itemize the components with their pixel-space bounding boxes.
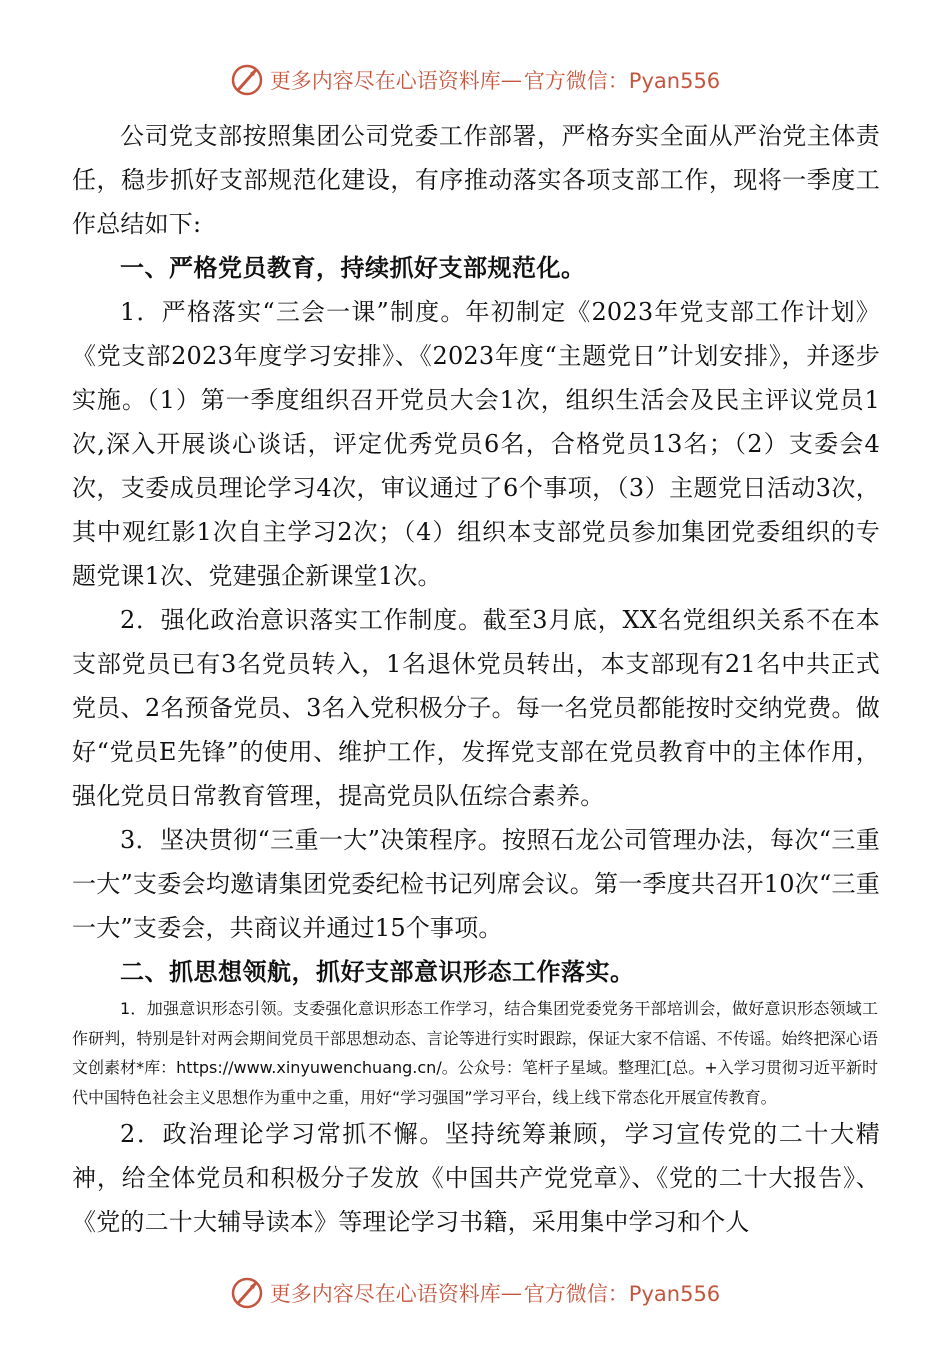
paragraph-2-2: 2．政治理论学习常抓不懈。坚持统筹兼顾，学习宣传党的二十大精神，给全体党员和积极分子发放《中国共产党党章》、《党的二十大报告》、《党的二十大辅导读本》等理论学习书籍，采用集中学习和个人 <box>72 1120 880 1236</box>
document-body <box>72 114 880 1244</box>
banner-text: 更多内容尽在心语资料库 <box>269 1282 501 1306</box>
banner-dash: — <box>500 1281 522 1305</box>
banner-dash: — <box>500 68 522 92</box>
section-heading-1: 一、严格党员教育，持续抓好支部规范化。 <box>120 253 586 282</box>
banner-wechat: 官方微信：Pyan556 <box>523 69 721 93</box>
intro-paragraph: 公司党支部按照集团公司党委工作部署，严格夯实全面从严治党主体责任，稳步抓好支部规范化建设，有序推动落实各项支部工作，现将一季度工作总结如下: <box>72 122 880 238</box>
footer-banner <box>0 1273 950 1313</box>
paragraph-2-1: 1．加强意识形态引领。支委强化意识形态工作学习，结合集团党委党务干部培训会，做好意识形态领域工作研判，特别是针对两会期间党员干部思想动态、言论等进行实时跟踪，保证大家不信谣、不传谣。始终把深心语文创素材*库：https://www.xinyuwenchuang.cn/。公众号：笔杆子星域。整理汇[总。+入学习贯彻习近平新时代中国特色社会主义思想作为重中之重，用好“学习强国”学习平台，线上线下常态化开展宣传教育。 <box>72 999 878 1107</box>
header-banner <box>0 60 950 100</box>
banner-text: 更多内容尽在心语资料库 <box>269 69 501 93</box>
pen-logo-icon <box>230 63 264 97</box>
banner-wechat: 官方微信：Pyan556 <box>523 1282 721 1306</box>
paragraph-1-1: 1．严格落实“三会一课”制度。年初制定《2023年党支部工作计划》《党支部2023年度学习安排》、《2023年度“主题党日”计划安排》，并逐步实施。（1）第一季度组织召开党员大会1次，组织生活会及民主评议党员1次,深入开展谈心谈话，评定优秀党员6名，合格党员13名；（2）支委会4次，支委成员理论学习4次，审议通过了6个事项，（3）主题党日活动3次，其中观红影1次自主学习2次；（4）组织本支部党员参加集团党委组织的专题党课1次、党建强企新课堂1次。 <box>72 298 880 590</box>
section-heading-2: 二、抓思想领航，抓好支部意识形态工作落实。 <box>120 957 635 986</box>
paragraph-1-3: 3．坚决贯彻“三重一大”决策程序。按照石龙公司管理办法，每次“三重一大”支委会均邀请集团党委纪检书记列席会议。第一季度共召开10次“三重一大”支委会，共商议并通过15个事项。 <box>72 826 880 942</box>
pen-logo-icon <box>230 1276 264 1310</box>
paragraph-1-2: 2．强化政治意识落实工作制度。截至3月底，XX名党组织关系不在本支部党员已有3名党员转入，1名退休党员转出，本支部现有21名中共正式党员、2名预备党员、3名入党积极分子。每一名党员都能按时交纳党费。做好“党员E先锋”的使用、维护工作，发挥党支部在党员教育中的主体作用，强化党员日常教育管理，提高党员队伍综合素养。 <box>72 606 880 810</box>
